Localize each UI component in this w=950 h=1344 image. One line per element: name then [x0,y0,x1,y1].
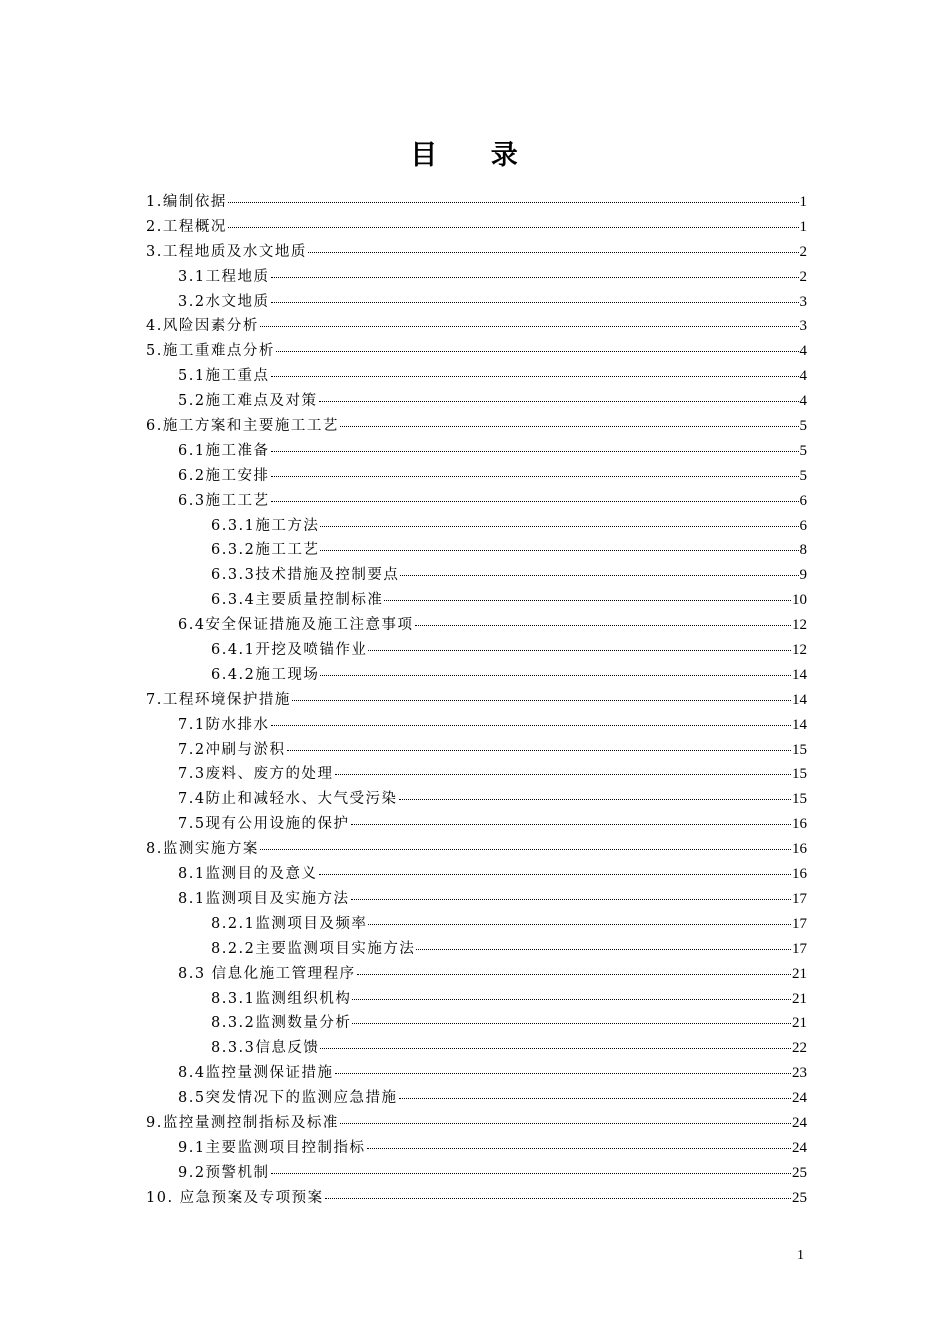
toc-dot-leader [340,425,799,427]
toc-entry[interactable] [146,613,807,638]
toc-entry-page: 21 [792,1015,807,1032]
toc-entry[interactable] [146,414,807,439]
toc-entry[interactable] [146,215,807,240]
toc-entry[interactable] [146,762,807,787]
toc-entry[interactable] [146,464,807,489]
toc-entry-page: 12 [792,642,807,659]
toc-entry-label: 7.工程环境保护措施 [146,691,291,708]
toc-entry-page: 15 [792,766,807,783]
toc-entry-label: 8.1监测目的及意义 [178,866,318,883]
toc-entry-label: 1.编制依据 [146,194,227,210]
toc-entry-page: 10 [792,592,807,609]
toc-entry-page: 4 [799,343,807,360]
table-of-contents [146,190,807,1211]
toc-entry[interactable] [146,713,807,738]
toc-entry[interactable] [146,862,807,887]
toc-dot-leader [319,873,791,875]
toc-entry[interactable] [146,1061,807,1086]
toc-entry-page: 21 [792,965,807,982]
toc-dot-leader [340,1122,791,1124]
toc-entry[interactable] [146,389,807,414]
toc-entry-label: 10. 应急预案及专项预案 [146,1189,324,1206]
toc-entry[interactable] [146,1011,807,1036]
toc-entry[interactable] [146,364,807,389]
toc-entry-page: 1 [799,218,807,235]
toc-entry-page: 22 [792,1040,807,1057]
toc-entry-label: 6.3.1施工方法 [211,517,320,534]
toc-entry-page: 23 [792,1065,807,1082]
toc-entry[interactable] [146,987,807,1012]
toc-entry-label: 3.1工程地质 [178,268,270,285]
toc-entry[interactable] [146,837,807,862]
toc-dot-leader [352,1022,791,1024]
toc-entry-label: 8.4监控量测保证措施 [178,1065,334,1082]
toc-entry-label: 6.4.2施工现场 [211,666,320,683]
toc-entry-page: 5 [799,442,807,459]
toc-dot-leader [351,823,791,825]
toc-dot-leader [271,475,799,477]
toc-entry-label: 6.2施工安排 [178,467,270,484]
toc-dot-leader [399,798,791,800]
toc-entry[interactable] [146,1186,807,1211]
toc-entry[interactable] [146,1136,807,1161]
page-title: 目 录 [410,140,540,171]
toc-entry-label: 3.工程地质及水文地质 [146,243,307,260]
toc-entry-label: 7.5现有公用设施的保护 [178,816,350,833]
toc-entry-page: 5 [799,418,807,435]
toc-entry-page: 6 [799,492,807,509]
toc-entry-label: 5.2施工难点及对策 [178,393,318,410]
toc-entry[interactable] [146,190,807,215]
toc-entry-page: 3 [799,318,807,335]
toc-entry-page: 17 [792,890,807,907]
toc-entry-page: 1 [799,194,807,210]
toc-entry[interactable] [146,638,807,663]
toc-dot-leader [335,1072,791,1074]
toc-dot-leader [367,1147,791,1149]
toc-dot-leader [276,350,799,352]
toc-entry[interactable] [146,588,807,613]
toc-entry-label: 8.5突发情况下的监测应急措施 [178,1090,398,1107]
toc-entry-label: 8.监测实施方案 [146,841,259,858]
toc-entry[interactable] [146,265,807,290]
toc-entry-label: 6.1施工准备 [178,442,270,459]
toc-dot-leader [271,450,799,452]
toc-entry-page: 3 [799,293,807,310]
toc-entry-label: 4.风险因素分析 [146,318,259,335]
toc-dot-leader [351,898,791,900]
toc-entry-page: 4 [799,393,807,410]
toc-entry-page: 24 [792,1090,807,1107]
toc-entry-page: 16 [792,841,807,858]
toc-entry-page: 25 [792,1164,807,1181]
toc-dot-leader [320,549,798,551]
toc-entry-label: 6.3施工工艺 [178,492,270,509]
toc-entry[interactable] [146,1161,807,1186]
toc-entry-page: 2 [799,243,807,260]
toc-entry-label: 9.监控量测控制指标及标准 [146,1114,339,1131]
toc-dot-leader [287,749,791,751]
toc-entry[interactable] [146,439,807,464]
toc-dot-leader [260,325,799,327]
toc-entry[interactable] [146,887,807,912]
toc-entry-page: 9 [799,567,807,584]
toc-entry-page: 25 [792,1189,807,1206]
toc-entry-label: 3.2水文地质 [178,293,270,310]
toc-entry-page: 21 [792,990,807,1007]
toc-entry-label: 7.1防水排水 [178,716,270,733]
toc-dot-leader [228,226,799,228]
toc-entry-label: 6.3.3技术措施及控制要点 [211,567,400,584]
toc-dot-leader [399,1097,791,1099]
toc-entry-label: 7.3废料、废方的处理 [178,766,334,783]
toc-entry-page: 4 [799,368,807,385]
toc-entry-page: 14 [792,691,807,708]
toc-entry[interactable] [146,738,807,763]
toc-dot-leader [271,500,799,502]
toc-entry-page: 16 [792,816,807,833]
toc-entry[interactable] [146,1036,807,1061]
toc-entry-page: 15 [792,791,807,808]
toc-entry-label: 6.施工方案和主要施工工艺 [146,418,339,435]
toc-entry-label: 8.1监测项目及实施方法 [178,890,350,907]
toc-dot-leader [260,848,791,850]
toc-entry-label: 8.3.1监测组织机构 [211,990,352,1007]
toc-entry[interactable] [146,962,807,987]
toc-dot-leader [271,375,799,377]
page-number: 1 [797,1248,804,1263]
toc-entry-label: 5.施工重难点分析 [146,343,275,360]
toc-dot-leader [320,674,791,676]
toc-dot-leader [320,525,798,527]
toc-entry[interactable] [146,514,807,539]
toc-dot-leader [292,699,791,701]
toc-dot-leader [325,1197,791,1199]
toc-dot-leader [335,773,791,775]
toc-dot-leader [400,574,798,576]
toc-dot-leader [416,948,791,950]
toc-entry[interactable] [146,787,807,812]
toc-dot-leader [368,923,791,925]
toc-entry-label: 6.4.1开挖及喷锚作业 [211,642,368,659]
toc-dot-leader [228,201,799,203]
toc-entry-page: 14 [792,716,807,733]
toc-entry[interactable] [146,1086,807,1111]
toc-entry-page: 24 [792,1114,807,1131]
toc-entry-page: 24 [792,1139,807,1156]
toc-entry[interactable] [146,912,807,937]
toc-entry-page: 5 [799,467,807,484]
toc-entry-label: 8.2.1监测项目及频率 [211,915,368,932]
toc-dot-leader [352,998,791,1000]
toc-entry[interactable] [146,339,807,364]
toc-entry[interactable] [146,688,807,713]
toc-entry-page: 16 [792,866,807,883]
toc-entry-label: 6.3.4主要质量控制标准 [211,592,384,609]
toc-entry-label: 7.4防止和减轻水、大气受污染 [178,791,398,808]
toc-entry-page: 2 [799,268,807,285]
toc-entry-page: 12 [792,617,807,634]
toc-dot-leader [271,276,799,278]
toc-entry-page: 6 [799,517,807,534]
toc-dot-leader [271,301,799,303]
toc-dot-leader [415,624,791,626]
toc-entry-label: 8.3 信息化施工管理程序 [178,965,356,982]
toc-entry[interactable] [146,489,807,514]
toc-dot-leader [357,973,791,975]
toc-entry[interactable] [146,538,807,563]
toc-entry-label: 2.工程概况 [146,218,227,235]
toc-entry[interactable] [146,663,807,688]
toc-entry[interactable] [146,290,807,315]
toc-entry-label: 9.2预警机制 [178,1164,270,1181]
toc-entry-page: 17 [792,940,807,957]
toc-dot-leader [271,1172,791,1174]
toc-dot-leader [308,251,799,253]
toc-entry[interactable] [146,1111,807,1136]
toc-dot-leader [271,724,791,726]
toc-entry-label: 8.3.3信息反馈 [211,1040,320,1057]
toc-entry[interactable] [146,314,807,339]
toc-entry-label: 6.3.2施工工艺 [211,542,320,559]
toc-dot-leader [319,400,799,402]
toc-entry-page: 17 [792,915,807,932]
toc-dot-leader [384,599,791,601]
toc-entry-label: 8.3.2监测数量分析 [211,1015,352,1032]
toc-entry-label: 5.1施工重点 [178,368,270,385]
toc-entry-label: 7.2冲刷与淤积 [178,741,286,758]
toc-dot-leader [320,1047,791,1049]
toc-entry-page: 14 [792,666,807,683]
toc-entry[interactable] [146,937,807,962]
toc-entry-page: 15 [792,741,807,758]
toc-entry[interactable] [146,563,807,588]
toc-entry[interactable] [146,240,807,265]
toc-entry[interactable] [146,812,807,837]
toc-dot-leader [368,649,791,651]
toc-entry-label: 8.2.2主要监测项目实施方法 [211,940,416,957]
toc-entry-label: 9.1主要监测项目控制指标 [178,1139,366,1156]
toc-entry-page: 8 [799,542,807,559]
toc-entry-label: 6.4安全保证措施及施工注意事项 [178,617,414,634]
